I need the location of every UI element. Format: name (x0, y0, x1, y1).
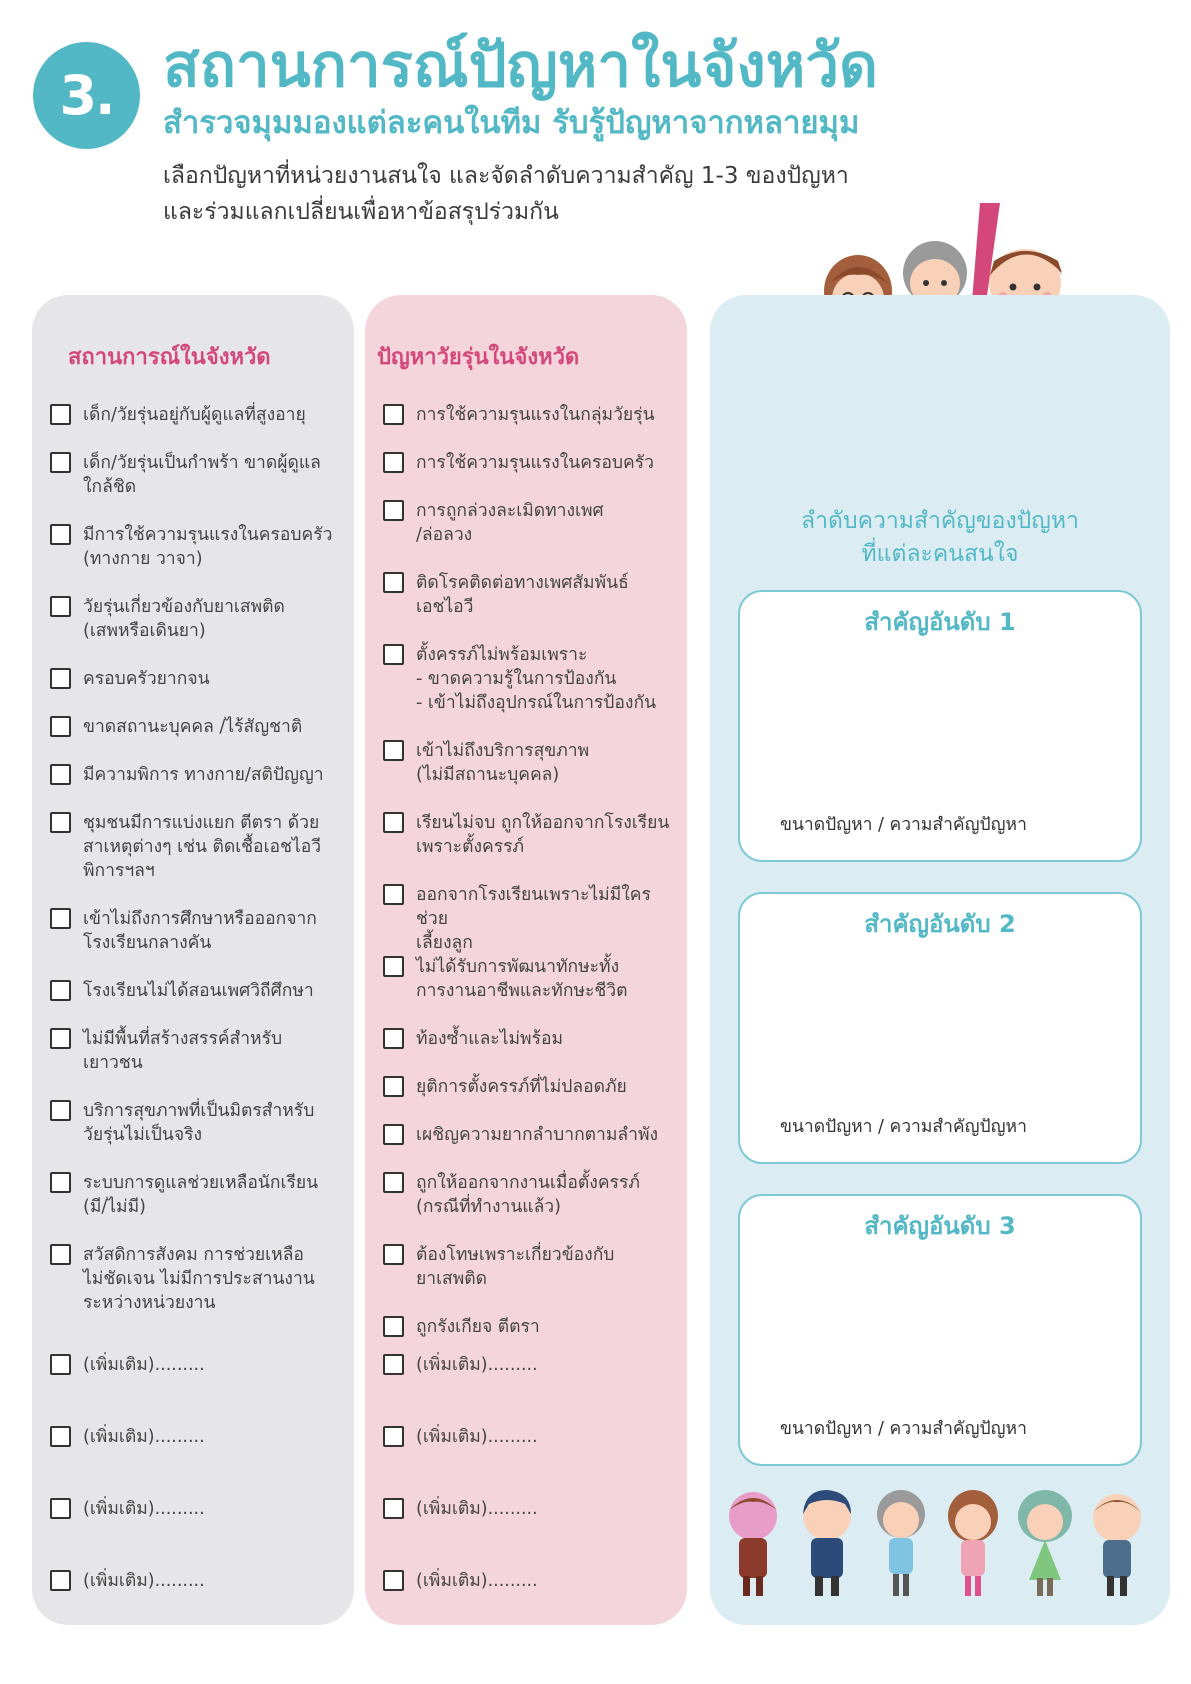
checkbox[interactable] (383, 740, 404, 761)
checklist-item (383, 1353, 676, 1377)
checklist-item-label: เผชิญความยากลำบากตามลำพัง (416, 1125, 659, 1145)
checklist-item-label: ติดโรคติดต่อทางเพศสัมพันธ์ เอชไอวี (416, 573, 629, 617)
checkbox[interactable] (383, 812, 404, 833)
checklist-item-label: ยุติการตั้งครรภ์ที่ไม่ปลอดภัย (416, 1077, 627, 1097)
province-situation-heading: สถานการณ์ในจังหวัด (68, 345, 271, 370)
checkbox[interactable] (383, 1124, 404, 1145)
checklist-item-label: (เพิ่มเติม)......... (83, 1355, 205, 1375)
checklist-item-label: บริการสุขภาพที่เป็นมิตรสำหรับ วัยรุ่นไม่เป็นจริง (83, 1101, 315, 1145)
checklist-item (383, 1425, 676, 1449)
checklist-item (50, 763, 343, 787)
checklist-item-label: ไม่ได้รับการพัฒนาทักษะทั้ง การงานอาชีพและทักษะชีวิต (416, 957, 628, 1001)
checkbox[interactable] (50, 524, 71, 545)
checklist-item-label: (เพิ่มเติม)......... (83, 1427, 205, 1447)
checkbox[interactable] (383, 1498, 404, 1519)
checklist-item-label: มีการใช้ความรุนแรงในครอบครัว (ทางกาย วาจา) (83, 525, 333, 569)
characters-row-illustration (715, 1490, 1165, 1600)
checkbox[interactable] (50, 452, 71, 473)
checklist-item (383, 811, 676, 859)
checklist-item (383, 1075, 676, 1099)
checkbox[interactable] (383, 452, 404, 473)
checklist-item (50, 1027, 343, 1075)
checkbox[interactable] (50, 980, 71, 1001)
checkbox[interactable] (383, 1244, 404, 1265)
checklist-item (383, 451, 676, 475)
checklist-item (383, 1497, 676, 1521)
checkbox[interactable] (50, 1100, 71, 1121)
checklist-item (50, 979, 343, 1003)
checklist-item (383, 1243, 676, 1291)
checklist-item-label: เรียนไม่จบ ถูกให้ออกจากโรงเรียน เพราะตั้งครรภ์ (416, 813, 670, 857)
checkbox[interactable] (50, 764, 71, 785)
checkbox[interactable] (50, 1570, 71, 1591)
checklist-item-label: มีความพิการ ทางกาย/สติปัญญา (83, 765, 324, 785)
checkbox[interactable] (383, 1316, 404, 1337)
priority-box-1[interactable] (738, 590, 1142, 862)
checkbox[interactable] (383, 500, 404, 521)
priority-panel (710, 295, 1170, 1625)
checklist-item-label: เข้าไม่ถึงการศึกษาหรือออกจาก โรงเรียนกลางคัน (83, 909, 317, 953)
checklist-item-label: การใช้ความรุนแรงในกลุ่มวัยรุ่น (416, 405, 655, 425)
checklist-item-label: ตั้งครรภ์ไม่พร้อมเพราะ - ขาดความรู้ในการป้องกัน - เข้าไม่ถึงอุปกรณ์ในการป้องกัน (416, 645, 657, 713)
checkbox[interactable] (50, 596, 71, 617)
checklist-item-label: ออกจากโรงเรียนเพราะไม่มีใครช่วย เลี้ยงลูก (416, 885, 651, 953)
checkbox[interactable] (383, 956, 404, 977)
checklist-item (50, 1425, 343, 1449)
teen-problems-panel (365, 295, 687, 1625)
checklist-item (50, 1353, 343, 1377)
priority-box-title: สำคัญอันดับ 2 (864, 910, 1016, 938)
checkbox[interactable] (50, 1172, 71, 1193)
checkbox[interactable] (50, 1498, 71, 1519)
priority-box-title: สำคัญอันดับ 1 (864, 608, 1016, 636)
checklist-item-label: ถูกให้ออกจากงานเมื่อตั้งครรภ์ (กรณีที่ทำงานแล้ว) (416, 1173, 640, 1217)
checklist-item-label: การใช้ความรุนแรงในครอบครัว (416, 453, 654, 473)
checklist-item-label: สวัสดิการสังคม การช่วยเหลือ ไม่ชัดเจน ไม่มีการประสานงาน ระหว่างหน่วยงาน (83, 1245, 315, 1313)
checklist-item (50, 1569, 343, 1593)
checklist-item-label: (เพิ่มเติม)......... (83, 1499, 205, 1519)
checkbox[interactable] (383, 1172, 404, 1193)
checkbox[interactable] (50, 1028, 71, 1049)
checklist-item (383, 499, 676, 547)
checklist-item (383, 955, 676, 1003)
priority-box-footer: ขนาดปัญหา / ความสำคัญปัญหา (780, 1419, 1027, 1439)
teen-problems-heading: ปัญหาวัยรุ่นในจังหวัด (377, 345, 580, 370)
checkbox[interactable] (50, 716, 71, 737)
checklist-item-label: (เพิ่มเติม)......... (416, 1571, 538, 1591)
checkbox[interactable] (383, 1570, 404, 1591)
checklist-item-label: ครอบครัวยากจน (83, 669, 210, 689)
checklist-item (383, 883, 676, 955)
checkbox[interactable] (383, 1426, 404, 1447)
checkbox[interactable] (50, 908, 71, 929)
checklist-item (383, 1315, 676, 1339)
checklist-item-label: (เพิ่มเติม)......... (416, 1355, 538, 1375)
checklist-item (50, 811, 343, 883)
checklist-item-label: การถูกล่วงละเมิดทางเพศ /ล่อลวง (416, 501, 604, 545)
checklist-item-label: ต้องโทษเพราะเกี่ยวข้องกับ ยาเสพติด (416, 1245, 615, 1289)
checklist-item-label: ท้องซ้ำและไม่พร้อม (416, 1029, 564, 1049)
checklist-item-label: ไม่มีพื้นที่สร้างสรรค์สำหรับ เยาวชน (83, 1029, 283, 1073)
checklist-item (383, 403, 676, 427)
checklist-item-label: ขาดสถานะบุคคล /ไร้สัญชาติ (83, 717, 303, 737)
instructions (163, 158, 849, 230)
page-title: สถานการณ์ปัญหาในจังหวัด (163, 31, 878, 101)
checklist-item (383, 1123, 676, 1147)
checkbox[interactable] (50, 404, 71, 425)
checkbox[interactable] (383, 1028, 404, 1049)
checklist-item (50, 523, 343, 571)
teen-problems-list (365, 295, 687, 1625)
checklist-item-label: ระบบการดูแลช่วยเหลือนักเรียน (มี/ไม่มี) (83, 1173, 319, 1217)
priority-box-footer: ขนาดปัญหา / ความสำคัญปัญหา (780, 1117, 1027, 1137)
checklist-item-label: วัยรุ่นเกี่ยวข้องกับยาเสพติด (เสพหรือเดินยา) (83, 597, 285, 641)
checklist-item-label: ชุมชนมีการแบ่งแยก ตีตรา ด้วย สาเหตุต่างๆ เช่น ติดเชื้อเอชไอวี พิการฯลฯ (83, 813, 322, 881)
checklist-item-label: เด็ก/วัยรุ่นเป็นกำพร้า ขาดผู้ดูแล ใกล้ชิด (83, 453, 321, 497)
checklist-item (50, 451, 343, 499)
province-situation-list (32, 295, 354, 1625)
priority-box-2[interactable] (738, 892, 1142, 1164)
page-subtitle: สำรวจมุมมองแต่ละคนในทีม รับรู้ปัญหาจากหลายมุม (163, 105, 860, 141)
checklist-item (50, 595, 343, 643)
checklist-item (383, 643, 676, 715)
checkbox[interactable] (383, 404, 404, 425)
province-situation-panel (32, 295, 354, 1625)
checklist-item (383, 1027, 676, 1051)
checkbox[interactable] (383, 572, 404, 593)
checklist-item (50, 667, 343, 691)
checkbox[interactable] (50, 812, 71, 833)
checklist-item-label: เด็ก/วัยรุ่นอยู่กับผู้ดูแลที่สูงอายุ (83, 405, 306, 425)
priority-heading: ลำดับความสำคัญของปัญหา ที่แต่ละคนสนใจ (801, 508, 1079, 567)
checklist-item (50, 1171, 343, 1219)
checklist-item-label: (เพิ่มเติม)......... (83, 1571, 205, 1591)
checklist-item-label: ถูกรังเกียจ ตีตรา (416, 1317, 540, 1337)
checklist-item (50, 1243, 343, 1315)
checklist-item (383, 1171, 676, 1219)
checkbox[interactable] (383, 1076, 404, 1097)
checklist-item (50, 1099, 343, 1147)
checklist-item-label: เข้าไม่ถึงบริการสุขภาพ (ไม่มีสถานะบุคคล) (416, 741, 590, 785)
checklist-item-label: (เพิ่มเติม)......... (416, 1427, 538, 1447)
step-number-badge: 3. (33, 42, 140, 149)
checklist-item (383, 739, 676, 787)
instruction-line-2: และร่วมแลกเปลี่ยนเพื่อหาข้อสรุปร่วมกัน (163, 199, 559, 225)
checkbox[interactable] (50, 1426, 71, 1447)
checklist-item (383, 571, 676, 619)
checklist-item-label: โรงเรียนไม่ได้สอนเพศวิถีศึกษา (83, 981, 314, 1001)
checklist-item (50, 907, 343, 955)
checkbox[interactable] (383, 644, 404, 665)
checkbox[interactable] (50, 1354, 71, 1375)
checklist-item (50, 715, 343, 739)
checklist-item (50, 403, 343, 427)
checklist-item (50, 1497, 343, 1521)
priority-box-footer: ขนาดปัญหา / ความสำคัญปัญหา (780, 815, 1027, 835)
priority-box-title: สำคัญอันดับ 3 (864, 1212, 1016, 1240)
checklist-item (383, 1569, 676, 1593)
checkbox[interactable] (50, 1244, 71, 1265)
priority-box-3[interactable] (738, 1194, 1142, 1466)
checkbox[interactable] (383, 1354, 404, 1375)
checklist-item-label: (เพิ่มเติม)......... (416, 1499, 538, 1519)
checkbox[interactable] (383, 884, 404, 905)
checkbox[interactable] (50, 668, 71, 689)
instruction-line-1: เลือกปัญหาที่หน่วยงานสนใจ และจัดลำดับความสำคัญ 1-3 ของปัญหา (163, 163, 849, 189)
